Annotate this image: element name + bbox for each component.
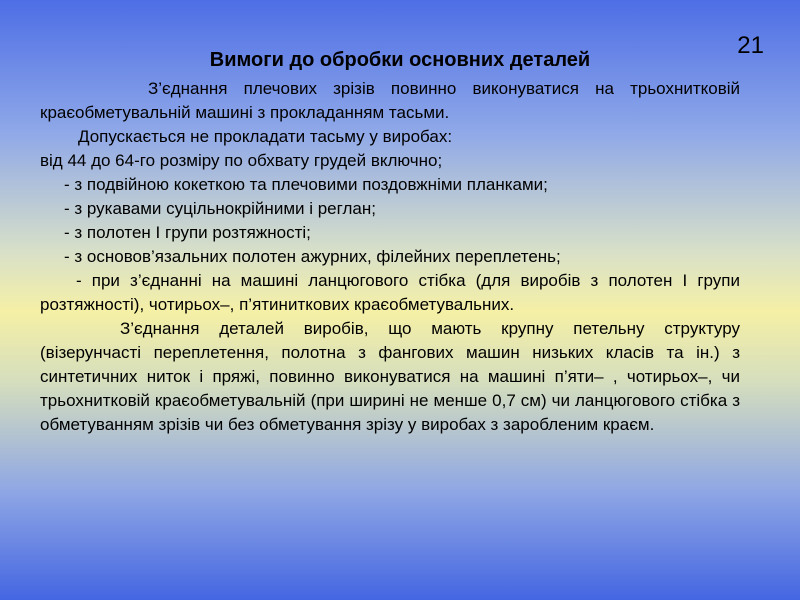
paragraph-loop-structure: З’єднання деталей виробів, що мають крупну петельну структуру (візерунчасті переплетення, полотна з фангових машин низьких класів та ін.) з синтетичних ниток і пряжі, повинно виконуватися на машині п’яти– , чотирьох–, чи трьохнитковій краєобметувальній (при ширині не менше 0,7 см) чи ланцюгового стібка з обметуванням зрізів чи без обметування зрізу у виробах з заробленим краєм.	[40, 319, 740, 434]
paragraph-tape-exception-intro: Допускається не прокладати тасьму у виробах:	[78, 127, 453, 146]
paragraph-size-range: від 44 до 64-го розміру по обхвату грудей включно;	[40, 151, 443, 170]
list-item-sleeves: - з рукавами суцільнокрійними і реглан;	[64, 199, 376, 218]
slide-title: Вимоги до обробки основних деталей	[209, 49, 591, 71]
list-item-stretch-group: - з полотен І групи розтяжності;	[64, 223, 311, 242]
list-item-warp-knit: - з основов’язальних полотен ажурних, філейних переплетень;	[64, 247, 561, 266]
paragraph-shoulder-seams: З’єднання плечових зрізів повинно виконуватися на трьохнитковій краєобметувальній машині з прокладанням тасьми.	[40, 79, 740, 122]
list-item-chain-stitch: - при з’єднанні на машині ланцюгового стібка (для виробів з полотен І групи розтяжності), чотирьох–, п’ятиниткових краєобметувальних.	[40, 271, 740, 314]
slide-body	[40, 77, 740, 437]
list-item-double-yoke: - з подвійною кокеткою та плечовими поздовжніми планками;	[64, 175, 548, 194]
slide-number: 21	[737, 32, 764, 59]
